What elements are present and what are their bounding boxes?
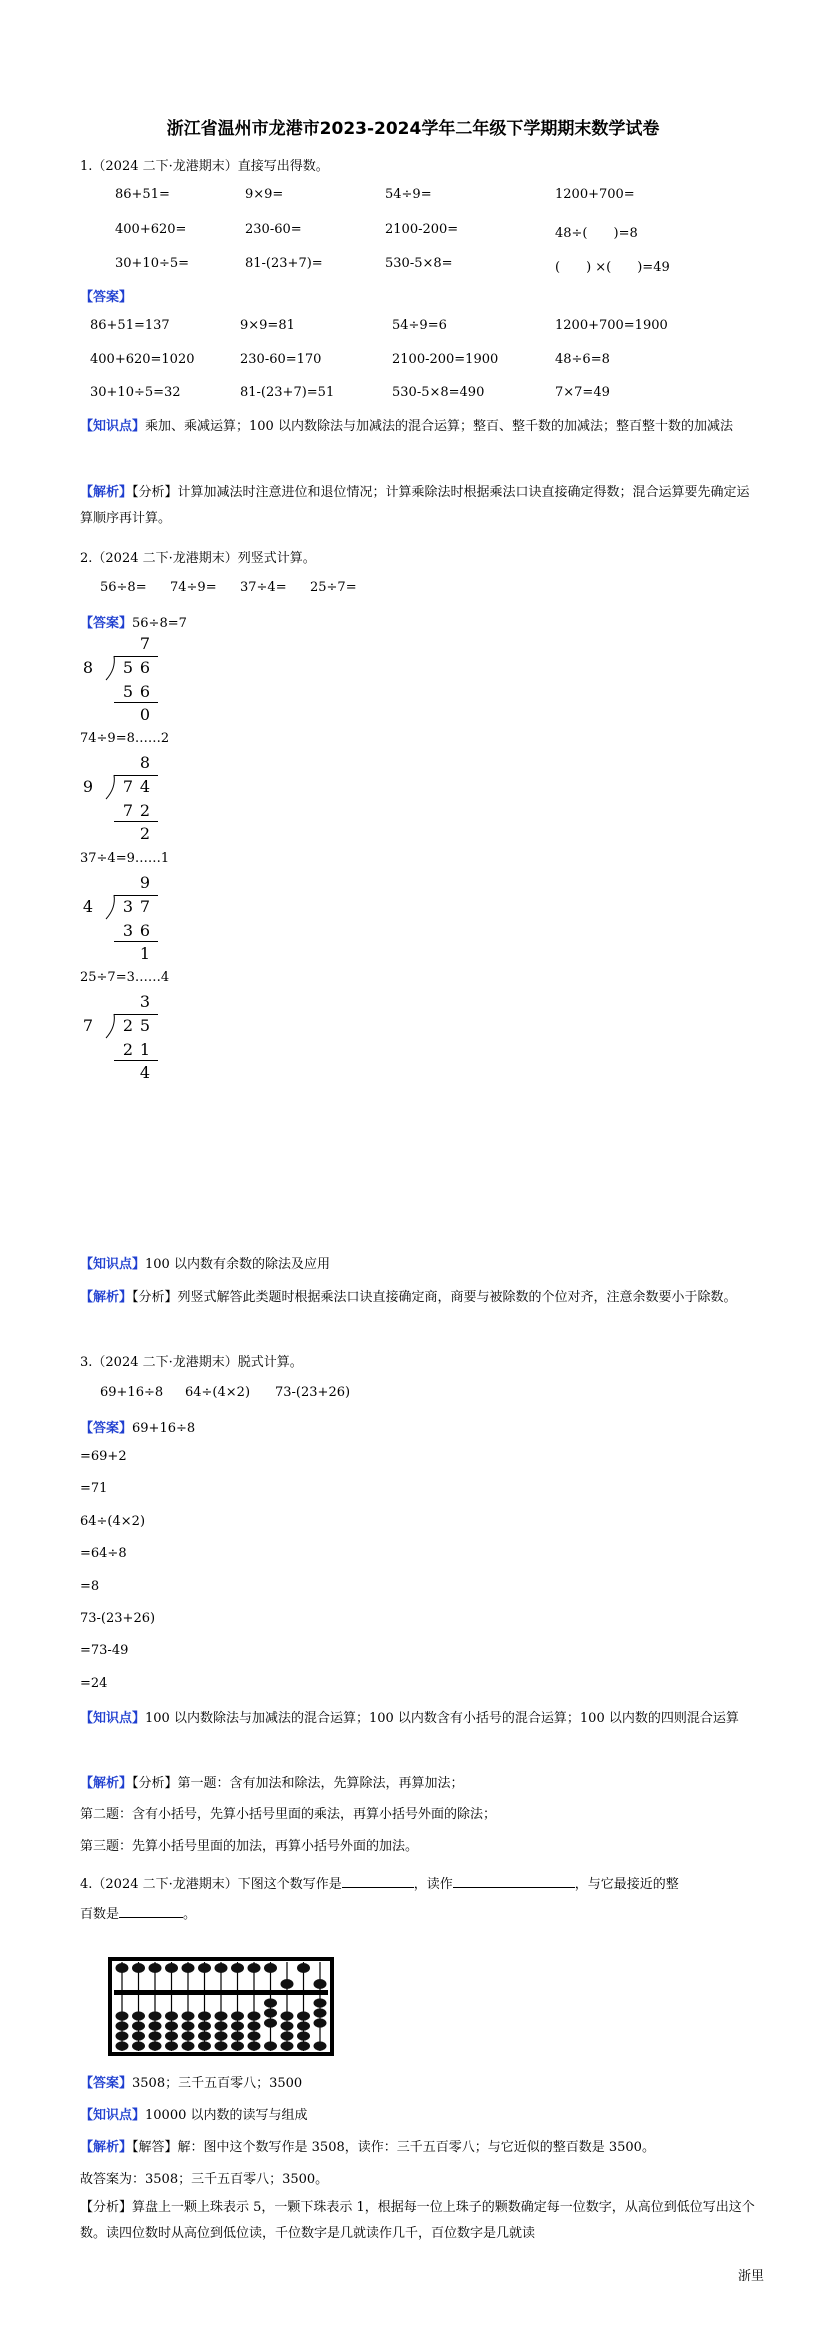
q4-stem-e: 。 — [183, 1907, 197, 1922]
abacus-lower-bead — [248, 2021, 261, 2030]
abacus-upper-bead — [149, 1963, 162, 1973]
grid-cell: 9×9=81 — [240, 318, 295, 333]
abacus-upper-bead — [182, 1963, 195, 1973]
answer-tag: 【答案】 — [80, 616, 133, 631]
analysis-tag: 【解析】 — [80, 485, 133, 500]
grid-cell: 81-(23+7)= — [245, 256, 323, 271]
q1-analysis — [80, 480, 756, 532]
grid-cell: 400+620= — [115, 222, 187, 237]
exercise-item: 73-(23+26) — [275, 1385, 351, 1400]
abacus-lower-bead — [182, 2041, 195, 2050]
remainder-digit: 0 — [139, 705, 151, 724]
abacus-lower-bead — [165, 2041, 178, 2050]
q3-answer-line — [80, 1417, 195, 1436]
analysis-tag: 【解析】 — [80, 2140, 133, 2155]
calc-step: =8 — [80, 1578, 100, 1594]
abacus-lower-bead — [132, 2011, 145, 2020]
product-digit: 6 — [139, 682, 151, 701]
abacus-lower-bead — [264, 1998, 277, 2007]
grid-cell: 7×7=49 — [555, 385, 610, 400]
q4-analysis — [80, 2136, 655, 2155]
calc-step: =64÷8 — [80, 1546, 127, 1562]
product-digit: 1 — [139, 1040, 151, 1059]
q4-final: 故答案为：3508；三千五百零八；3500。 — [80, 2172, 329, 2187]
divisor-digit: 8 — [82, 658, 94, 677]
abacus-lower-bead — [198, 2031, 211, 2040]
q4-analysis-detail: 【分析】算盘上一颗上珠表示 5，一颗下珠表示 1，根据每一位上珠子的颗数确定每一位数字，从高位到低位写出这个数。读四位数时从高位到低位读，千位数字是几就读作几千，百位数字是几就读 — [80, 2200, 755, 2241]
product-digit: 5 — [122, 682, 134, 701]
exercise-item: 37÷4= — [240, 580, 287, 595]
abacus-upper-bead — [116, 1963, 129, 1973]
q2-label-3: 37÷4=9……1 — [80, 851, 170, 866]
grid-cell: 2100-200= — [385, 222, 459, 237]
q2-answer-line — [80, 612, 187, 631]
calc-step: =24 — [80, 1675, 108, 1691]
abacus-lower-bead — [182, 2021, 195, 2030]
exercise-item: 74÷9= — [170, 580, 217, 595]
answer-text: 3508；三千五百零八；3500 — [132, 2076, 303, 2091]
first-line: 69+16÷8 — [132, 1421, 196, 1436]
grid-cell: ( ) ×( )=49 — [555, 260, 670, 275]
abacus-lower-bead — [182, 2011, 195, 2020]
abacus-upper-bead — [132, 1963, 145, 1973]
kp-tag: 【知识点】 — [80, 2108, 146, 2123]
abacus-lower-bead — [215, 2021, 228, 2030]
blank-read[interactable] — [453, 1873, 575, 1888]
abacus-lower-bead — [314, 2008, 327, 2017]
q2-knowledge-point — [80, 1252, 756, 1278]
blank-written[interactable] — [342, 1873, 414, 1888]
grid-cell: 54÷9=6 — [392, 318, 447, 333]
grid-cell: 30+10÷5=32 — [90, 385, 181, 400]
grid-cell: 230-60= — [245, 222, 302, 237]
dividend-digit: 6 — [139, 658, 151, 677]
quotient-digit: 7 — [139, 634, 151, 653]
q3-knowledge-point — [80, 1706, 756, 1732]
grid-cell: 81-(23+7)=51 — [240, 385, 335, 400]
kp-text: 100 以内数除法与加减法的混合运算；100 以内数含有小括号的混合运算；100 以内数的四则混合运算 — [145, 1711, 739, 1726]
q2-label-4: 25÷7=3……4 — [80, 970, 170, 985]
grid-cell: 1200+700= — [555, 187, 635, 202]
page-footer: 浙里 — [737, 2269, 764, 2284]
product-digit: 7 — [122, 801, 134, 820]
dividend-digit: 3 — [122, 897, 134, 916]
subtraction-line — [114, 702, 158, 703]
divisor-digit: 9 — [82, 777, 94, 796]
grid-cell: 530-5×8=490 — [392, 385, 485, 400]
abacus-lower-bead — [264, 2041, 277, 2050]
grid-cell: 230-60=170 — [240, 352, 322, 367]
q2-stem: 2.（2024 二下·龙港期末）列竖式计算。 — [80, 551, 316, 566]
abacus-lower-bead — [248, 2041, 261, 2050]
abacus-lower-bead — [198, 2011, 211, 2020]
abacus-lower-bead — [215, 2041, 228, 2050]
abacus-image — [108, 1957, 334, 2056]
analysis-text: 【分析】计算加减法时注意进位和退位情况；计算乘除法时根据乘法口诀直接确定得数；混合运算要先确定运算顺序再计算。 — [80, 485, 750, 526]
abacus-lower-bead — [149, 2031, 162, 2040]
division-bracket — [102, 1014, 122, 1040]
abacus-lower-bead — [314, 1998, 327, 2007]
q4-stem-d: 百数是 — [80, 1907, 120, 1922]
exercise-item: 64÷(4×2) — [185, 1385, 251, 1400]
grid-cell: 9×9= — [245, 187, 284, 202]
abacus-lower-bead — [281, 2041, 294, 2050]
kp-text: 100 以内数有余数的除法及应用 — [145, 1257, 330, 1272]
answer-tag: 【答案】 — [80, 2076, 133, 2091]
abacus-lower-bead — [116, 2011, 129, 2020]
abacus-lower-bead — [281, 2021, 294, 2030]
subtraction-line — [114, 941, 158, 942]
remainder-digit: 2 — [139, 824, 151, 843]
abacus-lower-bead — [149, 2021, 162, 2030]
abacus-lower-bead — [215, 2011, 228, 2020]
q3-stem: 3.（2024 二下·龙港期末）脱式计算。 — [80, 1355, 303, 1370]
grid-cell: 30+10÷5= — [115, 256, 190, 271]
dividend-digit: 4 — [139, 777, 151, 796]
product-digit: 2 — [139, 801, 151, 820]
first-answer: 56÷8=7 — [132, 616, 187, 631]
calc-step: 73-(23+26) — [80, 1611, 156, 1626]
abacus-lower-bead — [297, 2031, 310, 2040]
analysis-tag: 【解析】 — [80, 1290, 133, 1305]
grid-cell: 530-5×8= — [385, 256, 453, 271]
analysis-tag: 【解析】 — [80, 1776, 133, 1791]
abacus-lower-bead — [264, 2008, 277, 2017]
quotient-digit: 8 — [139, 753, 151, 772]
abacus-lower-bead — [231, 2021, 244, 2030]
abacus-lower-bead — [165, 2021, 178, 2030]
kp-tag: 【知识点】 — [80, 1711, 146, 1726]
remainder-digit: 1 — [139, 944, 151, 963]
remainder-digit: 4 — [139, 1063, 151, 1082]
q2-label-2: 74÷9=8……2 — [80, 731, 170, 746]
division-bracket — [102, 656, 122, 682]
abacus-lower-bead — [248, 2011, 261, 2020]
abacus-lower-bead — [182, 2031, 195, 2040]
calc-step: =73-49 — [80, 1643, 129, 1659]
q4-stem-b: ，读作 — [413, 1877, 453, 1892]
analysis-text: 【分析】第一题：含有加法和除法，先算除法，再算加法； — [132, 1776, 464, 1791]
q4-knowledge-point — [80, 2104, 308, 2123]
abacus-lower-bead — [149, 2041, 162, 2050]
grid-cell: 2100-200=1900 — [392, 352, 499, 367]
product-digit: 2 — [122, 1040, 134, 1059]
kp-text: 10000 以内数的读写与组成 — [145, 2108, 308, 2123]
grid-cell: 86+51=137 — [90, 318, 170, 333]
grid-cell: 1200+700=1900 — [555, 318, 668, 333]
division-bracket — [102, 775, 122, 801]
abacus-lower-bead — [297, 2011, 310, 2020]
analysis-text: 【分析】列竖式解答此类题时根据乘法口诀直接确定商，商要与被除数的个位对齐，注意余数要小于除数。 — [132, 1290, 737, 1305]
grid-cell: 86+51= — [115, 187, 170, 202]
abacus-upper-bead — [281, 1979, 294, 1989]
abacus-lower-bead — [314, 2041, 327, 2050]
dividend-digit: 5 — [139, 1016, 151, 1035]
abacus-upper-bead — [198, 1963, 211, 1973]
abacus-lower-bead — [248, 2031, 261, 2040]
blank-nearest[interactable] — [119, 1903, 183, 1918]
abacus-upper-bead — [165, 1963, 178, 1973]
q4-stem-a: 4.（2024 二下·龙港期末）下图这个数写作是 — [80, 1877, 342, 1892]
abacus-lower-bead — [165, 2031, 178, 2040]
grid-cell: 54÷9= — [385, 187, 432, 202]
q4-answer-line — [80, 2072, 302, 2091]
q1-stem: 1.（2024 二下·龙港期末）直接写出得数。 — [80, 159, 329, 174]
kp-tag: 【知识点】 — [80, 419, 146, 434]
q3-analysis — [80, 1771, 756, 1797]
dividend-digit: 7 — [139, 897, 151, 916]
abacus-lower-bead — [297, 2041, 310, 2050]
abacus-lower-bead — [264, 2018, 277, 2027]
q4-stem — [80, 1870, 679, 1930]
abacus-upper-bead — [231, 1963, 244, 1973]
abacus-lower-bead — [281, 2031, 294, 2040]
exercise-item: 56÷8= — [100, 580, 147, 595]
abacus-lower-bead — [132, 2021, 145, 2030]
quotient-digit: 3 — [139, 992, 151, 1011]
abacus-lower-bead — [314, 2018, 327, 2027]
grid-cell: 48÷6=8 — [555, 352, 610, 367]
q3-analysis-3: 第三题：先算小括号里面的加法，再算小括号外面的加法。 — [80, 1839, 419, 1854]
q1-knowledge-point — [80, 414, 756, 440]
product-digit: 6 — [139, 921, 151, 940]
product-digit: 3 — [122, 921, 134, 940]
abacus-lower-bead — [231, 2041, 244, 2050]
answer-tag: 【答案】 — [80, 1421, 133, 1436]
dividend-digit: 5 — [122, 658, 134, 677]
dividend-digit: 2 — [122, 1016, 134, 1035]
dividend-digit: 7 — [122, 777, 134, 796]
grid-cell: 48÷( )=8 — [555, 226, 638, 241]
abacus-lower-bead — [198, 2021, 211, 2030]
exercise-item: 25÷7= — [310, 580, 357, 595]
calc-step: =71 — [80, 1481, 108, 1497]
abacus-lower-bead — [132, 2031, 145, 2040]
kp-text: 乘加、乘减运算；100 以内数除法与加减法的混合运算；整百、整千数的加减法；整百整十数的加减法 — [145, 419, 733, 434]
kp-tag: 【知识点】 — [80, 1257, 146, 1272]
page-title: 浙江省温州市龙港市2023-2024学年二年级下学期期末数学试卷 — [166, 119, 660, 139]
grid-cell: 400+620=1020 — [90, 352, 195, 367]
division-bracket — [102, 895, 122, 921]
abacus-lower-bead — [132, 2041, 145, 2050]
abacus-lower-bead — [231, 2031, 244, 2040]
calc-step: =69+2 — [80, 1449, 127, 1464]
q4-stem-c: ，与它最接近的整 — [574, 1877, 679, 1892]
abacus-upper-bead — [314, 1979, 327, 1989]
quotient-digit: 9 — [139, 873, 151, 892]
abacus-upper-bead — [297, 1963, 310, 1973]
abacus-lower-bead — [149, 2011, 162, 2020]
abacus-lower-bead — [116, 2041, 129, 2050]
abacus-lower-bead — [215, 2031, 228, 2040]
divisor-digit: 4 — [82, 897, 94, 916]
divisor-digit: 7 — [82, 1016, 94, 1035]
abacus-lower-bead — [297, 2021, 310, 2030]
abacus-upper-bead — [248, 1963, 261, 1973]
abacus-lower-bead — [231, 2011, 244, 2020]
exercise-item: 69+16÷8 — [100, 1385, 164, 1400]
abacus-lower-bead — [165, 2011, 178, 2020]
abacus-lower-bead — [116, 2021, 129, 2030]
q3-analysis-2: 第二题：含有小括号，先算小括号里面的乘法，再算小括号外面的除法； — [80, 1807, 497, 1822]
abacus-lower-bead — [116, 2031, 129, 2040]
abacus-lower-bead — [198, 2041, 211, 2050]
abacus-lower-bead — [281, 2011, 294, 2020]
subtraction-line — [114, 821, 158, 822]
q2-analysis — [80, 1285, 756, 1311]
abacus-upper-bead — [215, 1963, 228, 1973]
abacus-upper-bead — [264, 1963, 277, 1973]
q1-answer-tag: 【答案】 — [80, 290, 133, 305]
subtraction-line — [114, 1060, 158, 1061]
calc-step: 64÷(4×2) — [80, 1513, 146, 1529]
analysis-text: 【解答】解：图中这个数写作是 3508，读作：三千五百零八；与它近似的整百数是 3500。 — [132, 2140, 655, 2155]
